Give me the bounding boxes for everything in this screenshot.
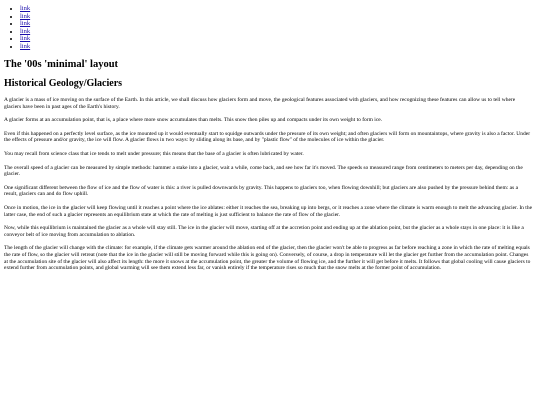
article-paragraph: A glacier forms at an accumulation point, that is, a place where more snow accumulates than melts. This snow then piles up and compacts under its own weight to form ice. — [4, 117, 383, 124]
nav-item — [20, 35, 536, 43]
nav-link-4[interactable]: link — [20, 27, 31, 35]
article-paragraph: Now, while this equilibrium is maintained the glacier as a whole will stay still. The ice in the glacier will move, starting off at the accretion point and ending up at the ablation point, but the glacier as a whole stays in one place: it is like a conveyor belt of ice moving from accumulation to ablation. — [4, 225, 524, 238]
nav-item — [20, 28, 536, 36]
nav-link-6[interactable]: link — [20, 42, 31, 50]
article-paragraph: The length of the glacier will change with the climate: for example, if the climate gets warmer around the ablation end of the glacier, then the glacier won't be able to progress as far before reaching a zone in which the rate of melting equals the rate of flow, so the glacier will retreat (note that the ice in the glacier will still be moving forward while this is going on). Conversely, of course, a drop in temperature will let the glacier get further from the accumulation point. Changes at the accumulation site of the glacier will also affect its length: the more it snows at the accumulation point, the greater the volume of flowing ice, and the further it will get before it melts. It follows that global cooling will cause glaciers to extend further from accumulation points, and global warming will see them extend less far, or vanish entirely if the temperature rises so much that the snow melts at the former point of accumulation. — [4, 245, 531, 272]
nav-item — [20, 5, 536, 13]
article-paragraph: The overall speed of a glacier can be measured by simple methods: hammer a stake into a glacier, wait a while, come back, and see how far it's moved. The speeds so measured range from centimeters to meters per day, depending on the glacier. — [4, 164, 523, 178]
nav-link-1[interactable]: link — [20, 5, 31, 12]
nav-item — [20, 43, 536, 51]
article-paragraph: One significant different between the flow of ice and the flow of water is this: a river is pulled downwards by gravity. This happens to glaciers too, when flowing downhill; but glaciers are also pushed by the pressure behind them: as a result, glaciers can and do flow uphill. — [4, 184, 519, 198]
site-title: The '00s 'minimal' layout — [4, 59, 119, 70]
nav-item — [20, 20, 536, 28]
article-title: Historical Geology/Glaciers — [4, 78, 123, 89]
article-paragraph: You may recall from science class that ice tends to melt under pressure; this means that the base of a glacier is often lubricated by water. — [4, 150, 304, 157]
nav-link-2[interactable]: link — [20, 12, 31, 20]
nav-link-5[interactable]: link — [20, 35, 31, 42]
nav-item — [20, 13, 536, 21]
article-paragraph: A glacier is a mass of ice moving on the surface of the Earth. In this article, we shall discuss how glaciers form and move, the geological features associated with glaciers, and how recognizing these features can allow us to tell where glaciers have been in past ages of the Earth's history. — [4, 97, 516, 110]
article-paragraph: Once in motion, the ice in the glacier will keep flowing until it reaches a point where the ice ablates: either it reaches the sea, breaking up into bergs, or it reaches a zone where the climate is warm enough to melt the advancing glacier. In the latter case, the end of such a glacier represents an equilibrium state at which the rate of melting is just sufficient to balance the rate of flow of the glacier. — [4, 204, 533, 218]
nav-link-3[interactable]: link — [20, 20, 31, 27]
article-paragraph: Even if this happened on a perfectly level surface, as the ice mounted up it would eventually start to squidge outwards under the pressure of its own weight; and often glaciers will form on mountaintops, where gravity is also a factor. Under the effects of pressure and/or gravity, the ice will flow. A glacier flows in two ways: by sliding along its base, and by "plastic flow" of the molecules of ice within the glacier. — [4, 130, 531, 144]
nav-list — [4, 5, 536, 50]
